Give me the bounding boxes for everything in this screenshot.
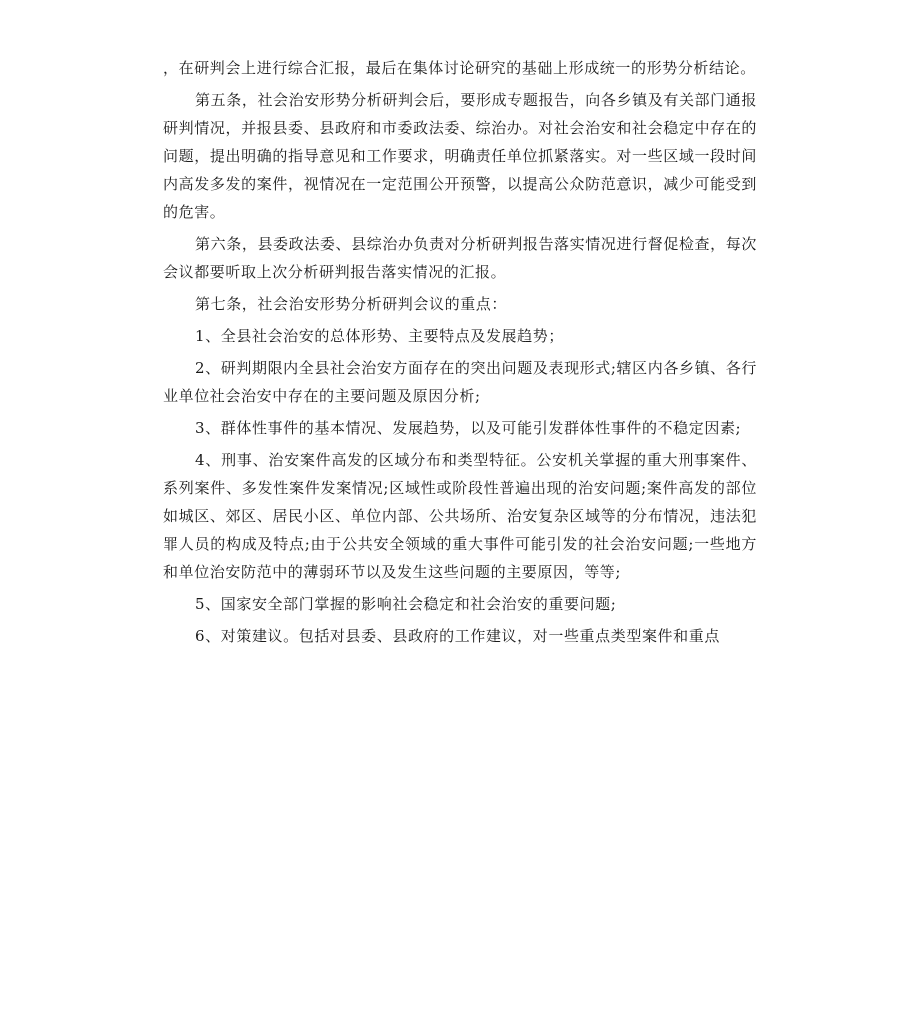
list-item-2: 2、研判期限内全县社会治安方面存在的突出问题及表现形式;辖区内各乡镇、各行业单位社会治安中存在的主要问题及原因分析; [163,359,757,405]
document-body [163,54,757,654]
list-item-3: 3、群体性事件的基本情况、发展趋势，以及可能引发群体性事件的不稳定因素; [195,419,742,437]
list-item-5: 5、国家安全部门掌握的影响社会稳定和社会治安的重要问题; [195,595,617,613]
list-item-6: 6、对策建议。包括对县委、县政府的工作建议，对一些重点类型案件和重点 [195,627,720,645]
paragraph-article-6: 第六条，县委政法委、县综治办负责对分析研判报告落实情况进行督促检查，每次会议都要听取上次分析研判报告落实情况的汇报。 [163,235,757,281]
list-item-1: 1、全县社会治安的总体形势、主要特点及发展趋势； [195,327,564,345]
paragraph-conclusion: ，在研判会上进行综合汇报，最后在集体讨论研究的基础上形成统一的形势分析结论。 [163,59,756,77]
paragraph-article-7: 第七条，社会治安形势分析研判会议的重点： [195,295,508,313]
paragraph-article-5: 第五条，社会治安形势分析研判会后，要形成专题报告，向各乡镇及有关部门通报研判情况，并报县委、县政府和市委政法委、综治办。对社会治安和社会稳定中存在的问题，提出明确的指导意见和工作要求，明确责任单位抓紧落实。对一些区域一段时间内高发多发的案件，视情况在一定范围公开预警，以提高公众防范意识，减少可能受到的危害。 [163,91,757,221]
list-item-4: 4、刑事、治安案件高发的区域分布和类型特征。公安机关掌握的重大刑事案件、系列案件、多发性案件发案情况;区域性或阶段性普遍出现的治安问题;案件高发的部位如城区、郊区、居民小区、单位内部、公共场所、治安复杂区域等的分布情况，违法犯罪人员的构成及特点;由于公共安全领域的重大事件可能引发的社会治安问题;一些地方和单位治安防范中的薄弱环节以及发生这些问题的主要原因，等等; [163,451,757,581]
